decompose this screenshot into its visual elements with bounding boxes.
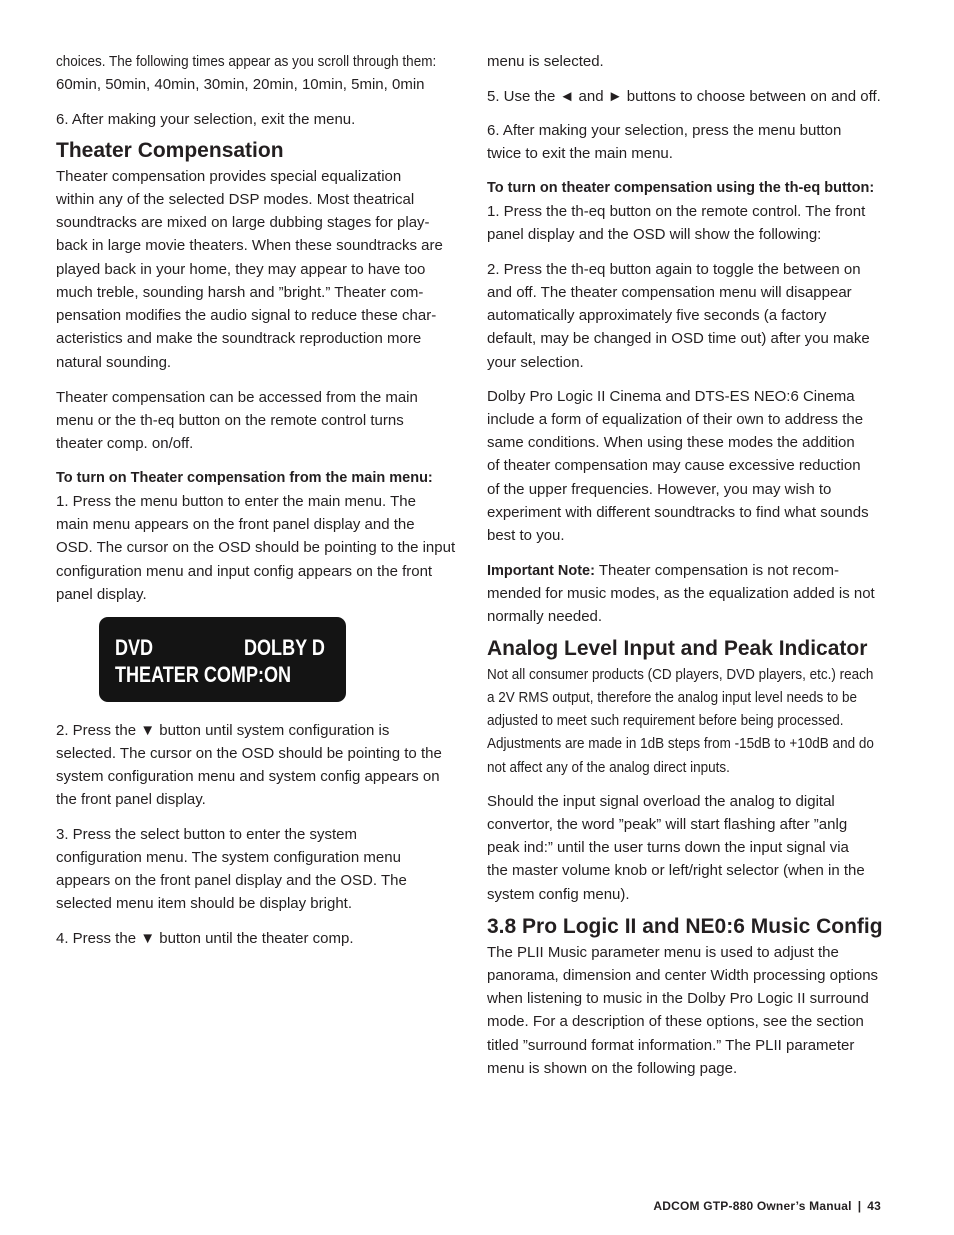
main-menu-step-2-line: 2. Press the ▼ button until system configuration is [56, 721, 390, 739]
theater-description [56, 165, 471, 374]
step-6 [487, 119, 902, 166]
peak-description-line: the master volume knob or left/right selector (when in the [487, 862, 865, 880]
step-5-line: 5. Use the ◄ and ► buttons to choose between on and off. [487, 87, 881, 105]
theater-compensation-heading: Theater Compensation [56, 139, 284, 162]
main-menu-step-2-line: selected. The cursor on the OSD should be pointing to the [56, 744, 442, 762]
display-source: DVD [115, 635, 154, 660]
page-footer [653, 1198, 881, 1214]
theq-step-2 [487, 258, 902, 374]
plii-description [487, 941, 902, 1081]
main-menu-step-3-line: selected menu item should be display bright. [56, 895, 353, 913]
main-menu-step-3-line: configuration menu. The system configuration menu [56, 848, 401, 866]
dolby-note-line: same conditions. When using these modes the addition [487, 434, 855, 451]
display-mode: DOLBY D [244, 635, 325, 660]
theq-step-1 [487, 200, 902, 247]
plii-music-config-heading: 3.8 Pro Logic II and NE0:6 Music Config [487, 915, 883, 938]
exit-step [56, 108, 471, 131]
continued-step [487, 50, 902, 73]
theater-description-line: played back in your home, they may appear to have too [56, 260, 426, 278]
dolby-note-line: of theater compensation may cause excessive reduction [487, 457, 861, 475]
theater-description-line: back in large movie theaters. When these soundtracks are [56, 237, 443, 255]
exit-step-line: 6. After making your selection, exit the menu. [56, 110, 356, 128]
continued-step-line: menu is selected. [487, 52, 604, 70]
theq-step-2-line: 2. Press the th-eq button again to toggle the between on [487, 260, 861, 278]
important-note-label: Important Note: [487, 562, 595, 579]
plii-description-line: titled ”surround format information.” The PLII parameter [487, 1036, 855, 1054]
theater-description-line: soundtracks are mixed on large dubbing stages for play- [56, 214, 430, 231]
important-note-rest [487, 582, 902, 629]
peak-description-line: system config menu). [487, 885, 630, 903]
main-menu-step-2 [56, 719, 471, 812]
important-note [487, 559, 902, 629]
timeout-choices [56, 50, 471, 97]
front-panel-display [99, 617, 346, 702]
theater-description-line: Theater compensation provides special equalization [56, 167, 402, 185]
important-note-rest-line: mended for music modes, as the equalization added is not [487, 584, 875, 602]
main-menu-step-1 [56, 490, 471, 606]
theater-description-line: acteristics and make the soundtrack reproduction more [56, 330, 422, 348]
plii-description-line: The PLII Music parameter menu is used to adjust the [487, 943, 839, 961]
dolby-note-line: experiment with different soundtracks to find what sounds [487, 503, 869, 521]
important-note-rest-line: normally needed. [487, 608, 603, 625]
dolby-note [487, 385, 902, 548]
analog-description-line: Adjustments are made in 1dB steps from -15dB to +10dB and do [487, 735, 874, 753]
theq-step-2-line: your selection. [487, 353, 584, 371]
important-note-first-line [487, 559, 902, 582]
choices-values-line: 60min, 50min, 40min, 30min, 20min, 10min, 5min, 0min [56, 76, 425, 94]
main-menu-step-4 [56, 927, 471, 950]
main-menu-step-4-line: 4. Press the ▼ button until the theater comp. [56, 929, 354, 947]
peak-description-line: peak ind:” until the user turns down the input signal via [487, 839, 849, 856]
peak-description [487, 790, 902, 906]
plii-description-line: mode. For a description of these options, see the section [487, 1013, 864, 1031]
theq-step-2-line: and off. The theater compensation menu will disappear [487, 283, 852, 301]
display-theater-comp: THEATER COMP:ON [115, 661, 292, 687]
theater-description-line: much treble, sounding harsh and ”bright.” Theater com- [56, 283, 424, 301]
peak-description-line: Should the input signal overload the analog to digital [487, 792, 835, 810]
theq-step-1-line: 1. Press the th-eq button on the remote control. The front [487, 202, 866, 220]
main-menu-instructions [56, 467, 471, 607]
dolby-note-line: of the upper frequencies. However, you may wish to [487, 480, 832, 498]
step-6-line: twice to exit the main menu. [487, 144, 673, 162]
step-6-line: 6. After making your selection, press the menu button [487, 121, 842, 139]
theater-access-line: theater comp. on/off. [56, 435, 194, 452]
main-menu-step-3-line: appears on the front panel display and the OSD. The [56, 872, 407, 889]
plii-description-line: panorama, dimension and center Width processing options [487, 966, 879, 984]
peak-description-line: convertor, the word ”peak” will start flashing after ”anlg [487, 815, 848, 833]
page-number: 43 [867, 1199, 881, 1213]
analog-description [487, 663, 902, 779]
choices-line: choices. The following times appear as you scroll through them: [56, 53, 437, 70]
theater-description-line: within any of the selected DSP modes. Most theatrical [56, 190, 415, 208]
main-menu-step-1-line: 1. Press the menu button to enter the main menu. The [56, 492, 416, 510]
theater-access-line: menu or the th-eq button on the remote control turns [56, 411, 404, 429]
theater-description-line: pensation modifies the audio signal to reduce these char- [56, 307, 437, 324]
dolby-note-line: best to you. [487, 527, 565, 544]
step-5 [487, 85, 902, 108]
theq-instructions [487, 177, 902, 247]
main-menu-step-1-line: configuration menu and input config appears on the front [56, 562, 433, 580]
main-menu-heading: To turn on Theater compensation from the main menu: [56, 469, 433, 486]
dolby-note-line: include a form of equalization of their own to address the [487, 410, 864, 428]
main-menu-step-3-line: 3. Press the select button to enter the system [56, 825, 357, 843]
plii-description-line: menu is shown on the following page. [487, 1059, 738, 1077]
analog-description-line: not affect any of the analog direct inputs. [487, 758, 730, 776]
main-menu-step-1-line: main menu appears on the front panel display and the [56, 516, 415, 533]
dolby-note-line: Dolby Pro Logic II Cinema and DTS-ES NEO:6 Cinema [487, 387, 855, 405]
main-menu-step-3 [56, 823, 471, 916]
analog-level-heading: Analog Level Input and Peak Indicator [487, 637, 868, 660]
main-menu-step-2-line: the front panel display. [56, 791, 206, 809]
main-menu-step-2-line: system configuration menu and system config appears on [56, 768, 440, 785]
theq-heading: To turn on theater compensation using the th-eq button: [487, 179, 875, 196]
theq-step-2-line: default, may be changed in OSD time out) after you make [487, 330, 870, 348]
theq-step-2-line: automatically approximately five seconds (a factory [487, 307, 827, 324]
important-note-text: Theater compensation is not recom- [594, 561, 839, 579]
theq-step-1-line: panel display and the OSD will show the following: [487, 226, 822, 243]
analog-description-line: adjusted to meet such requirement before being processed. [487, 712, 844, 729]
analog-description-line: a 2V RMS output, therefore the analog input level needs to be [487, 688, 857, 706]
main-menu-step-1-line: panel display. [56, 585, 147, 603]
theater-access [56, 386, 471, 456]
plii-description-line: when listening to music in the Dolby Pro Logic II surround [487, 990, 869, 1007]
theater-access-line: Theater compensation can be accessed from the main [56, 388, 418, 406]
footer-separator: | [857, 1199, 862, 1213]
main-menu-step-1-line: OSD. The cursor on the OSD should be pointing to the input [56, 539, 456, 557]
theater-description-line: natural sounding. [56, 353, 172, 371]
manual-title: ADCOM GTP-880 Owner’s Manual [653, 1199, 852, 1213]
analog-description-line: Not all consumer products (CD players, DVD players, etc.) reach [487, 665, 874, 683]
